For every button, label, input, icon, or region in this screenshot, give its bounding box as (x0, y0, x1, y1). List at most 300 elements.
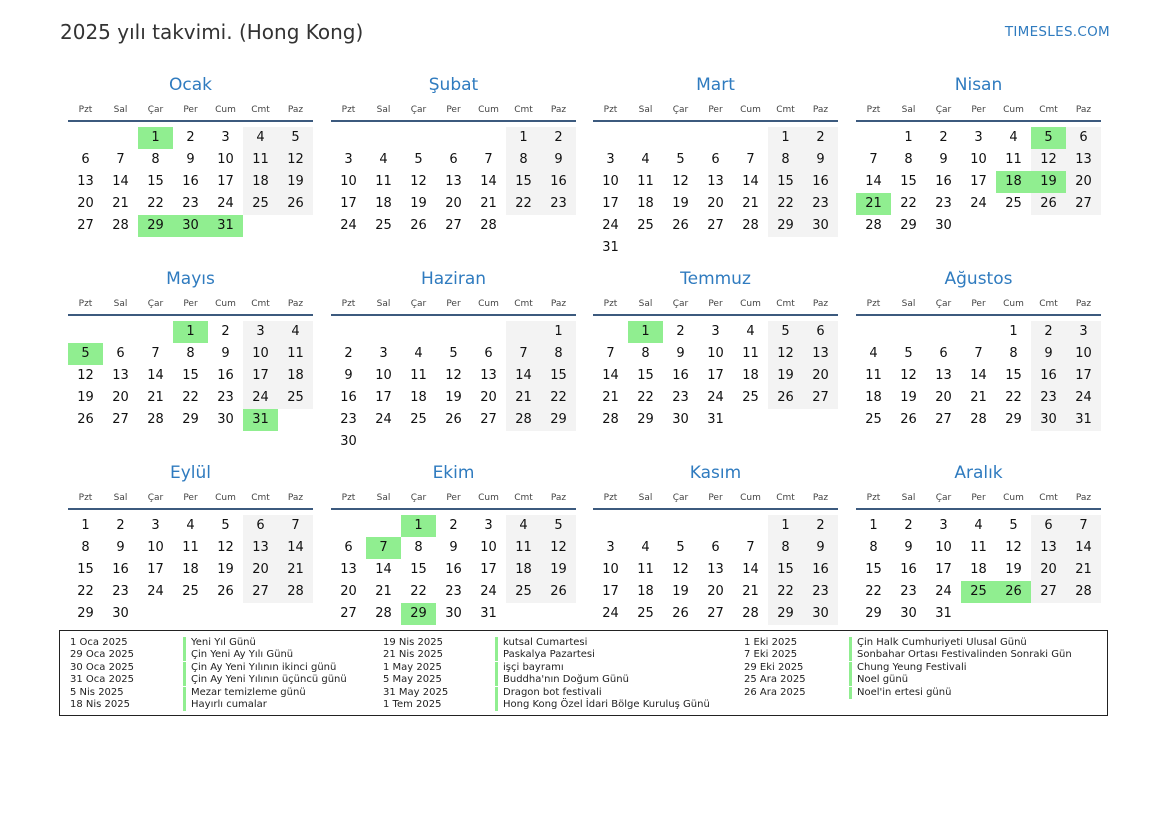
weekday-label: Pzt (341, 299, 356, 309)
weekday-header (331, 100, 576, 120)
day-cell: 14 (278, 537, 313, 559)
weekday-label: Per (971, 493, 986, 503)
day-cell: 27 (803, 387, 838, 409)
day-cell: 15 (410, 562, 427, 577)
day-cell: 15 (900, 174, 917, 189)
empty-cell (366, 321, 401, 343)
day-cell: 24 (707, 390, 724, 405)
month-rule (856, 314, 1101, 316)
day-cell: 30 (340, 434, 357, 449)
day-cell: 15 (768, 559, 803, 581)
day-cell: 16 (340, 390, 357, 405)
day-cell: 23 (445, 584, 462, 599)
empty-cell (891, 321, 926, 343)
weekday-label: Sal (113, 493, 128, 503)
month-rule (68, 508, 313, 510)
empty-cell (856, 321, 891, 343)
day-cell: 27 (77, 218, 94, 233)
weekday-header (68, 488, 313, 508)
day-cell: 19 (672, 584, 689, 599)
legend-date: 1 May 2025 (383, 661, 442, 673)
month-name: Mart (696, 75, 735, 95)
day-grid (68, 321, 313, 431)
day-cell: 19 (1005, 562, 1022, 577)
weekday-label: Per (183, 299, 198, 309)
day-cell: 22 (865, 584, 882, 599)
day-cell: 18 (742, 368, 759, 383)
day-cell: 26 (217, 584, 234, 599)
weekday-header (593, 294, 838, 314)
empty-cell (768, 237, 803, 259)
day-cell: 14 (1066, 537, 1101, 559)
month-name: Haziran (420, 269, 487, 289)
legend-holiday-name: Hayırlı cumalar (183, 699, 267, 711)
day-cell: 27 (1031, 581, 1066, 603)
day-cell: 8 (641, 346, 650, 361)
empty-cell (331, 127, 366, 149)
weekday-label: Sal (638, 299, 653, 309)
day-cell: 6 (344, 540, 353, 555)
day-cell: 25 (961, 581, 996, 603)
day-cell: 14 (742, 174, 759, 189)
weekday-label: Sal (376, 493, 391, 503)
day-cell: 11 (410, 368, 427, 383)
day-cell: 29 (865, 606, 882, 621)
day-cell: 9 (116, 540, 125, 555)
day-cell: 1 (541, 321, 576, 343)
day-cell: 23 (340, 412, 357, 427)
legend-holiday-name: Dragon bot festivali (495, 687, 602, 699)
day-cell: 11 (182, 540, 199, 555)
day-cell: 23 (803, 193, 838, 215)
day-cell: 27 (480, 412, 497, 427)
weekday-label: Cmt (514, 105, 533, 115)
day-cell: 29 (1005, 412, 1022, 427)
weekday-label: Çar (147, 105, 164, 115)
day-cell: 2 (344, 346, 353, 361)
day-cell: 18 (996, 171, 1031, 193)
day-cell: 22 (637, 390, 654, 405)
weekday-label: Cum (478, 299, 499, 309)
day-cell: 10 (147, 540, 164, 555)
day-cell: 4 (641, 540, 650, 555)
day-cell: 10 (1066, 343, 1101, 365)
day-cell: 12 (217, 540, 234, 555)
day-cell: 11 (375, 174, 392, 189)
day-cell: 11 (278, 343, 313, 365)
month-calendar (68, 458, 313, 625)
legend-date: 31 May 2025 (383, 686, 449, 698)
day-cell: 2 (939, 130, 948, 145)
day-cell: 27 (1066, 193, 1101, 215)
weekday-label: Per (446, 105, 461, 115)
day-cell: 14 (480, 174, 497, 189)
empty-cell (733, 237, 768, 259)
day-cell: 8 (81, 540, 90, 555)
legend-date: 21 Nis 2025 (383, 649, 443, 661)
day-grid (593, 515, 838, 625)
day-cell: 17 (1066, 365, 1101, 387)
day-cell: 12 (672, 562, 689, 577)
empty-cell (331, 321, 366, 343)
empty-cell (1066, 215, 1101, 237)
day-cell: 21 (970, 390, 987, 405)
day-cell: 20 (1031, 559, 1066, 581)
day-cell: 26 (1031, 193, 1066, 215)
day-cell: 20 (243, 559, 278, 581)
weekday-label: Paz (1075, 299, 1092, 309)
empty-cell (733, 127, 768, 149)
day-cell: 13 (77, 174, 94, 189)
legend-holiday-name: Noel günü (849, 674, 908, 686)
day-cell: 20 (707, 196, 724, 211)
empty-cell (961, 321, 996, 343)
weekday-label: Cmt (776, 299, 795, 309)
day-cell: 12 (900, 368, 917, 383)
day-cell: 30 (672, 412, 689, 427)
empty-cell (628, 127, 663, 149)
day-cell: 10 (970, 152, 987, 167)
weekday-label: Sal (638, 493, 653, 503)
month-name: Ekim (432, 463, 475, 483)
day-cell: 18 (243, 171, 278, 193)
weekday-label: Cum (740, 493, 761, 503)
legend-holiday-name: Yeni Yıl Günü (183, 637, 256, 649)
day-cell: 1 (904, 130, 913, 145)
weekday-label: Çar (410, 105, 427, 115)
empty-cell (961, 215, 996, 237)
day-cell: 3 (939, 518, 948, 533)
weekday-label: Çar (410, 493, 427, 503)
day-cell: 20 (340, 584, 357, 599)
day-cell: 20 (707, 584, 724, 599)
day-cell: 3 (974, 130, 983, 145)
empty-cell (926, 321, 961, 343)
weekday-label: Cmt (251, 299, 270, 309)
day-cell: 15 (637, 368, 654, 383)
day-cell: 21 (602, 390, 619, 405)
month-name: Şubat (428, 75, 479, 95)
day-cell: 17 (217, 174, 234, 189)
day-cell: 17 (602, 584, 619, 599)
day-cell: 8 (151, 152, 160, 167)
day-cell: 24 (1066, 387, 1101, 409)
weekday-label: Paz (287, 493, 304, 503)
legend-date: 25 Ara 2025 (744, 674, 806, 686)
empty-cell (208, 603, 243, 625)
month-name: Eylül (169, 463, 212, 483)
day-cell: 19 (217, 562, 234, 577)
day-cell: 14 (602, 368, 619, 383)
empty-cell (506, 603, 541, 625)
empty-cell (663, 515, 698, 537)
weekday-label: Paz (1075, 493, 1092, 503)
empty-cell (436, 321, 471, 343)
empty-cell (733, 409, 768, 431)
day-cell: 9 (939, 152, 948, 167)
day-cell: 29 (768, 215, 803, 237)
day-cell: 31 (602, 240, 619, 255)
day-cell: 2 (1031, 321, 1066, 343)
legend-holiday-name: işçi bayramı (495, 662, 564, 674)
day-cell: 24 (970, 196, 987, 211)
day-cell: 15 (541, 365, 576, 387)
day-cell: 26 (445, 412, 462, 427)
empty-cell (593, 127, 628, 149)
day-cell: 7 (869, 152, 878, 167)
legend-holiday-name: Çin Ay Yeni Yılının ikinci günü (183, 662, 336, 674)
day-cell: 22 (900, 196, 917, 211)
empty-cell (628, 515, 663, 537)
day-cell: 6 (1031, 515, 1066, 537)
day-cell: 7 (974, 346, 983, 361)
day-cell: 6 (803, 321, 838, 343)
day-cell: 13 (112, 368, 129, 383)
empty-cell (366, 431, 401, 453)
legend-date: 1 Tem 2025 (383, 699, 442, 710)
empty-cell (996, 603, 1031, 625)
day-cell: 26 (278, 193, 313, 215)
weekday-label: Per (446, 299, 461, 309)
day-cell: 25 (410, 412, 427, 427)
day-cell: 30 (173, 215, 208, 237)
weekday-label: Pzt (78, 299, 93, 309)
legend-holiday-name: Mezar temizleme günü (183, 687, 306, 699)
weekday-label: Pzt (78, 105, 93, 115)
day-cell: 21 (147, 390, 164, 405)
weekday-label: Sal (376, 105, 391, 115)
legend-date: 26 Ara 2025 (744, 686, 806, 698)
day-cell: 6 (81, 152, 90, 167)
month-name: Temmuz (680, 269, 751, 289)
empty-cell (103, 321, 138, 343)
empty-cell (68, 127, 103, 149)
day-cell: 15 (506, 171, 541, 193)
day-cell: 18 (865, 390, 882, 405)
day-cell: 1 (869, 518, 878, 533)
day-cell: 10 (935, 540, 952, 555)
day-cell: 24 (147, 584, 164, 599)
month-rule (856, 508, 1101, 510)
month-calendar (593, 264, 838, 431)
day-cell: 25 (637, 218, 654, 233)
weekday-label: Per (708, 299, 723, 309)
site-link[interactable]: TIMESLES.COM (1004, 24, 1110, 40)
day-cell: 28 (742, 606, 759, 621)
weekday-label: Çar (935, 493, 952, 503)
day-cell: 11 (742, 346, 759, 361)
empty-cell (593, 515, 628, 537)
weekday-label: Pzt (866, 105, 881, 115)
day-cell: 17 (243, 365, 278, 387)
day-cell: 17 (480, 562, 497, 577)
day-cell: 8 (506, 149, 541, 171)
day-cell: 3 (606, 152, 615, 167)
day-cell: 28 (742, 218, 759, 233)
day-cell: 26 (996, 581, 1031, 603)
weekday-label: Paz (550, 493, 567, 503)
weekday-label: Pzt (341, 493, 356, 503)
day-cell: 26 (672, 606, 689, 621)
day-cell: 18 (375, 196, 392, 211)
day-cell: 15 (865, 562, 882, 577)
day-cell: 25 (182, 584, 199, 599)
day-cell: 21 (856, 193, 891, 215)
day-cell: 7 (1066, 515, 1101, 537)
day-cell: 11 (637, 174, 654, 189)
day-cell: 29 (541, 409, 576, 431)
weekday-label: Sal (113, 299, 128, 309)
day-cell: 14 (970, 368, 987, 383)
empty-cell (698, 515, 733, 537)
day-cell: 15 (182, 368, 199, 383)
day-grid (593, 321, 838, 431)
day-cell: 28 (480, 218, 497, 233)
empty-cell (173, 603, 208, 625)
day-cell: 30 (935, 218, 952, 233)
day-cell: 20 (1066, 171, 1101, 193)
empty-cell (243, 215, 278, 237)
day-cell: 22 (768, 581, 803, 603)
day-cell: 4 (746, 324, 755, 339)
day-cell: 21 (480, 196, 497, 211)
empty-cell (401, 431, 436, 453)
empty-cell (278, 409, 313, 431)
day-cell: 10 (375, 368, 392, 383)
weekday-label: Cmt (514, 493, 533, 503)
day-cell: 22 (506, 193, 541, 215)
day-cell: 28 (112, 218, 129, 233)
weekday-label: Çar (672, 105, 689, 115)
month-rule (68, 314, 313, 316)
empty-cell (628, 237, 663, 259)
day-cell: 22 (541, 387, 576, 409)
day-cell: 5 (676, 540, 685, 555)
weekday-label: Cum (1003, 299, 1024, 309)
day-cell: 8 (768, 149, 803, 171)
empty-cell (1031, 215, 1066, 237)
day-cell: 18 (637, 196, 654, 211)
day-cell: 21 (506, 387, 541, 409)
day-cell: 16 (217, 368, 234, 383)
empty-cell (366, 515, 401, 537)
day-cell: 12 (445, 368, 462, 383)
day-cell: 20 (77, 196, 94, 211)
day-cell: 23 (672, 390, 689, 405)
day-cell: 12 (410, 174, 427, 189)
weekday-header (593, 100, 838, 120)
day-cell: 29 (401, 603, 436, 625)
day-cell: 21 (112, 196, 129, 211)
day-cell: 11 (243, 149, 278, 171)
day-cell: 2 (449, 518, 458, 533)
day-cell: 28 (602, 412, 619, 427)
month-rule (593, 120, 838, 122)
day-cell: 2 (676, 324, 685, 339)
weekday-label: Per (446, 493, 461, 503)
empty-cell (138, 321, 173, 343)
day-cell: 6 (1066, 127, 1101, 149)
day-cell: 17 (935, 562, 952, 577)
page-title: 2025 yılı takvimi. (Hong Kong) (60, 20, 364, 44)
day-cell: 9 (803, 149, 838, 171)
day-cell: 5 (278, 127, 313, 149)
day-cell: 29 (77, 606, 94, 621)
day-cell: 21 (375, 584, 392, 599)
legend-date: 31 Oca 2025 (70, 674, 135, 686)
day-cell: 5 (414, 152, 423, 167)
empty-cell (856, 127, 891, 149)
legend-holiday-name: Paskalya Pazartesi (495, 649, 595, 661)
day-cell: 24 (375, 412, 392, 427)
day-cell: 10 (480, 540, 497, 555)
weekday-label: Per (971, 299, 986, 309)
day-cell: 13 (707, 562, 724, 577)
day-cell: 27 (340, 606, 357, 621)
legend-holiday-name: Chung Yeung Festivali (849, 662, 967, 674)
weekday-label: Cum (740, 299, 761, 309)
legend-holiday-name: Çin Yeni Ay Yılı Günü (183, 649, 293, 661)
empty-cell (698, 127, 733, 149)
weekday-label: Cmt (514, 299, 533, 309)
day-cell: 27 (445, 218, 462, 233)
day-cell: 7 (278, 515, 313, 537)
day-grid (856, 515, 1101, 625)
day-cell: 21 (742, 196, 759, 211)
day-cell: 9 (904, 540, 913, 555)
day-cell: 31 (935, 606, 952, 621)
day-cell: 5 (221, 518, 230, 533)
day-cell: 10 (217, 152, 234, 167)
day-cell: 4 (974, 518, 983, 533)
day-cell: 19 (672, 196, 689, 211)
day-cell: 29 (138, 215, 173, 237)
day-cell: 18 (506, 559, 541, 581)
day-cell: 26 (900, 412, 917, 427)
day-cell: 28 (970, 412, 987, 427)
month-name: Mayıs (166, 269, 215, 289)
day-cell: 6 (243, 515, 278, 537)
day-cell: 9 (1031, 343, 1066, 365)
day-cell: 31 (243, 409, 278, 431)
weekday-label: Paz (812, 105, 829, 115)
day-cell: 14 (742, 562, 759, 577)
day-cell: 25 (637, 606, 654, 621)
weekday-label: Per (971, 105, 986, 115)
day-cell: 4 (414, 346, 423, 361)
day-cell: 25 (1005, 196, 1022, 211)
day-cell: 30 (1031, 409, 1066, 431)
day-cell: 7 (746, 152, 755, 167)
legend-holiday-name: Buddha'nın Doğum Günü (495, 674, 629, 686)
weekday-label: Cmt (1039, 299, 1058, 309)
day-cell: 9 (676, 346, 685, 361)
day-cell: 11 (506, 537, 541, 559)
empty-cell (331, 515, 366, 537)
month-calendar (593, 70, 838, 259)
empty-cell (506, 215, 541, 237)
month-calendar (331, 70, 576, 237)
empty-cell (663, 237, 698, 259)
day-cell: 16 (541, 171, 576, 193)
month-rule (593, 508, 838, 510)
month-calendar (68, 70, 313, 237)
day-cell: 6 (711, 540, 720, 555)
day-cell: 27 (112, 412, 129, 427)
weekday-header (331, 488, 576, 508)
day-cell: 28 (865, 218, 882, 233)
month-rule (68, 120, 313, 122)
